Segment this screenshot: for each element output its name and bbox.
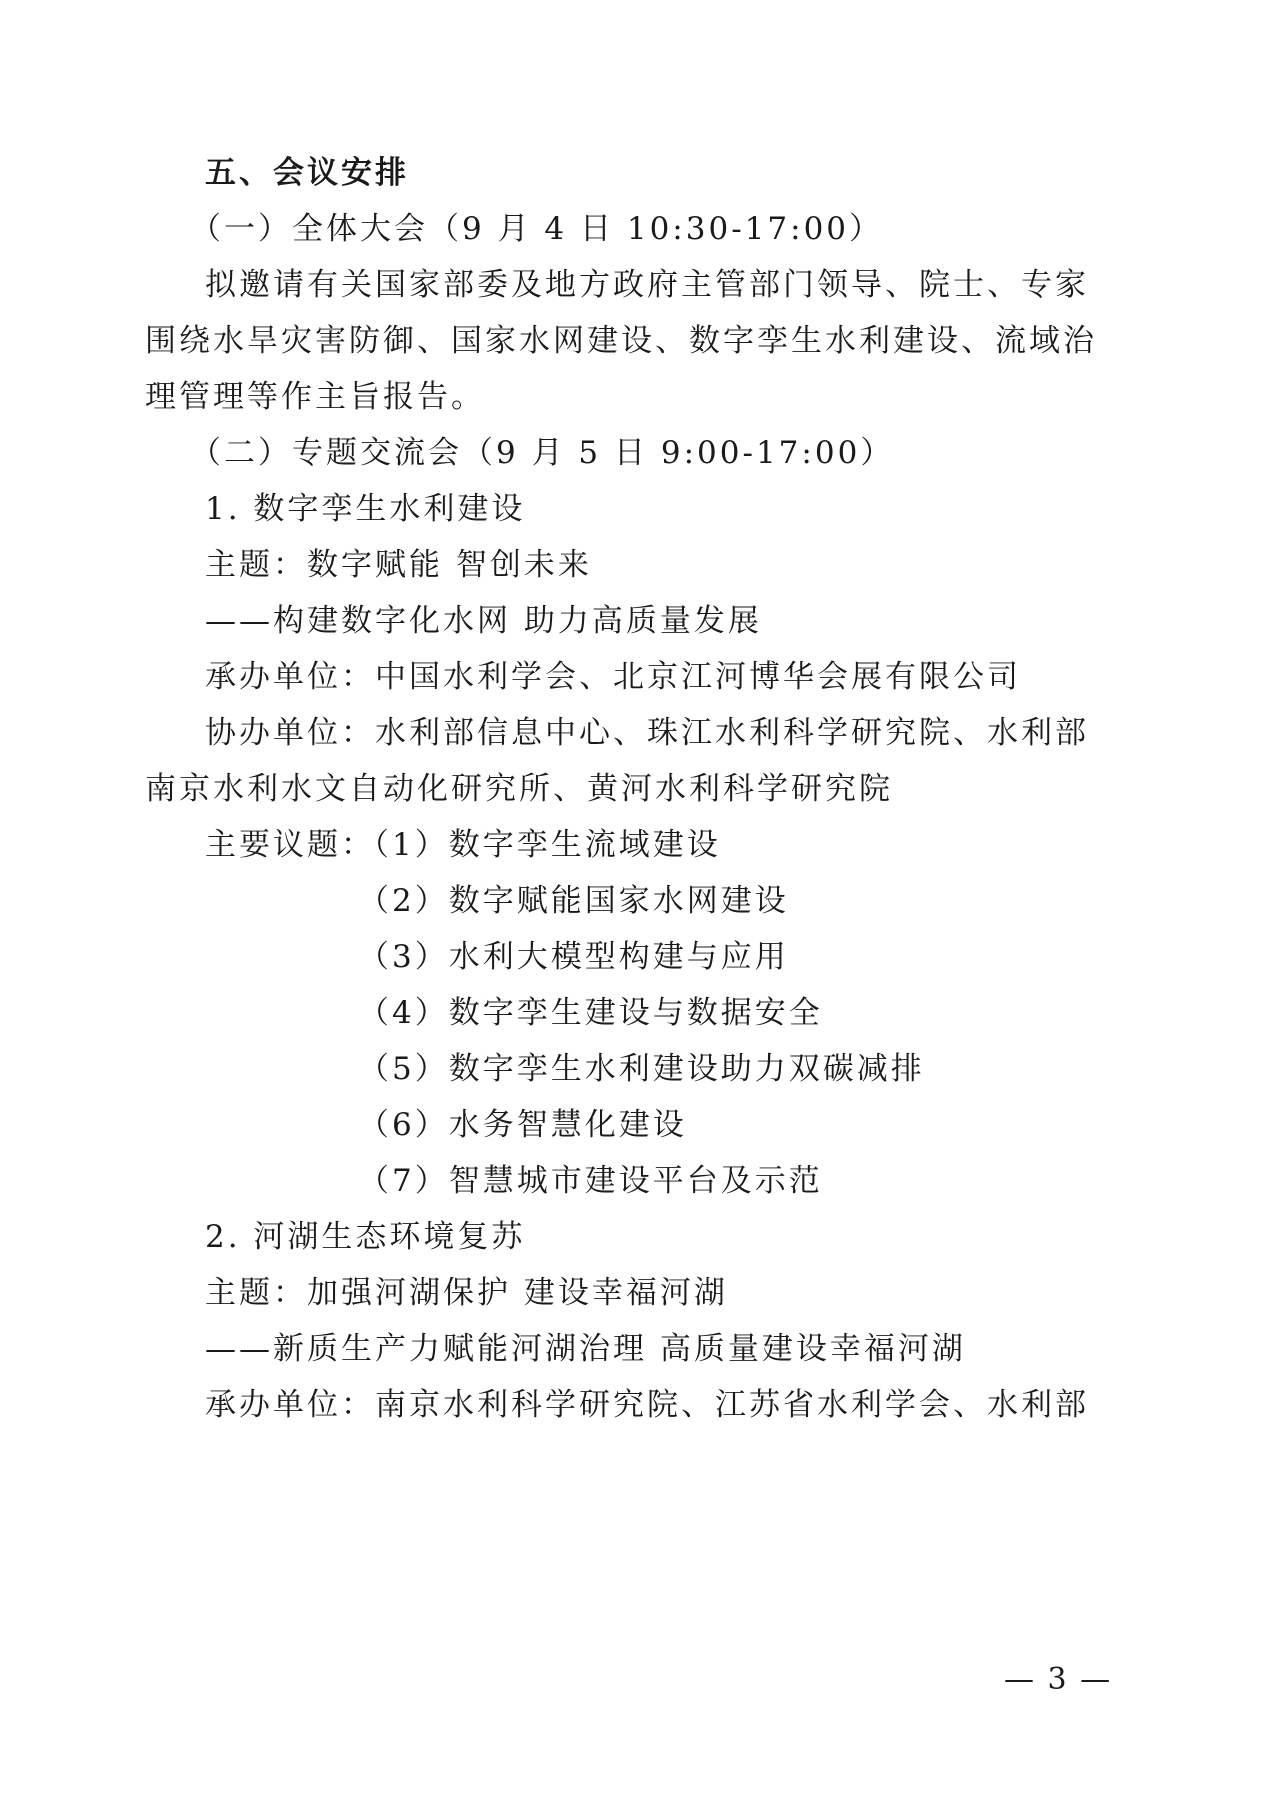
topic1-organizer: 承办单位：中国水利学会、北京江河博华会展有限公司 <box>205 659 1021 695</box>
topic1-co-organizer-line-1: 协办单位：水利部信息中心、珠江水利科学研究院、水利部 <box>205 715 1089 751</box>
topic1-title: 1. 数字孪生水利建设 <box>205 491 526 527</box>
plenary-body-line-3: 理管理等作主旨报告。 <box>145 379 485 415</box>
topic1-agenda-item-6: （6）水务智慧化建设 <box>358 1107 687 1143</box>
plenary-title: （一）全体大会（9 月 4 日 10:30-17:00） <box>190 211 884 247</box>
plenary-body-line-2: 围绕水旱灾害防御、国家水网建设、数字孪生水利建设、流域治 <box>145 323 1097 359</box>
section-heading: 五、会议安排 <box>205 155 409 191</box>
page-number: — 3 — <box>1004 1662 1113 1697</box>
topic1-agenda-item-5: （5）数字孪生水利建设助力双碳减排 <box>358 1051 925 1087</box>
topic1-agenda-item-3: （3）水利大模型构建与应用 <box>358 939 789 975</box>
topic2-theme: 主题：加强河湖保护 建设幸福河湖 <box>205 1275 728 1311</box>
topic1-agenda-item-2: （2）数字赋能国家水网建设 <box>358 883 789 919</box>
plenary-body-line-1: 拟邀请有关国家部委及地方政府主管部门领导、院士、专家 <box>205 267 1089 303</box>
topic1-agenda-item-1: （1）数字孪生流域建设 <box>358 827 721 863</box>
topic2-organizer: 承办单位：南京水利科学研究院、江苏省水利学会、水利部 <box>205 1387 1089 1423</box>
topic1-subtheme: ——构建数字化水网 助力高质量发展 <box>205 603 762 639</box>
sessions-title: （二）专题交流会（9 月 5 日 9:00-17:00） <box>190 435 895 471</box>
topic2-subtheme: ——新质生产力赋能河湖治理 高质量建设幸福河湖 <box>205 1331 966 1367</box>
topic1-agenda-item-4: （4）数字孪生建设与数据安全 <box>358 995 823 1031</box>
topic1-agenda-item-7: （7）智慧城市建设平台及示范 <box>358 1163 823 1199</box>
topic1-theme: 主题：数字赋能 智创未来 <box>205 547 592 583</box>
topic1-co-organizer-line-2: 南京水利水文自动化研究所、黄河水利科学研究院 <box>145 771 893 807</box>
topic1-agenda-label: 主要议题： <box>205 827 375 863</box>
topic2-title: 2. 河湖生态环境复苏 <box>205 1219 526 1255</box>
